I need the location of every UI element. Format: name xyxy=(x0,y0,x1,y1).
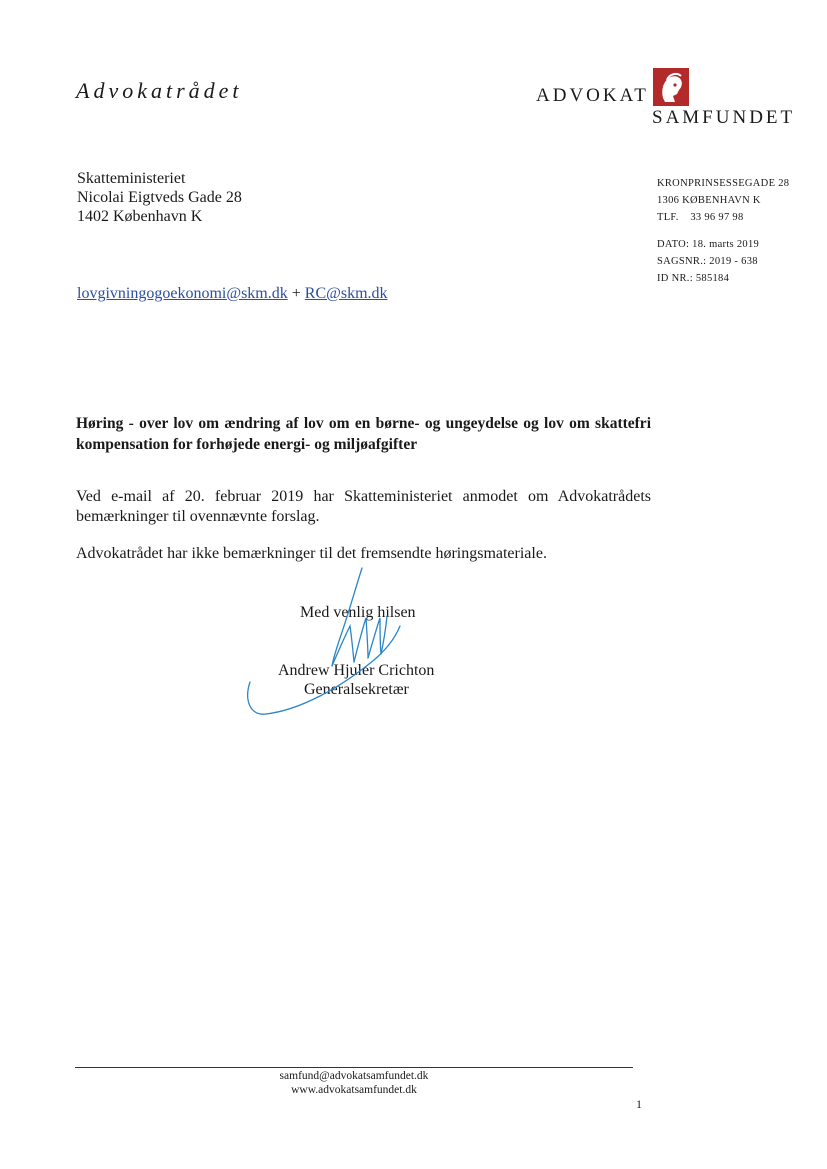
secondary-email-link[interactable]: RC@skm.dk xyxy=(304,285,388,302)
signer-title: Generalsekretær xyxy=(304,681,409,698)
letter-metadata xyxy=(657,236,759,287)
logo-text-line1: ADVOKAT xyxy=(536,85,649,106)
letter-subject: Høring - over lov om ændring af lov om en børne- og ungeydelse og lov om skattefri kompensation for forhøjede energi- og miljøafgifter xyxy=(76,415,651,453)
page-number: 1 xyxy=(636,1097,642,1111)
org-name: Advokatrådet xyxy=(76,78,243,103)
footer-divider xyxy=(75,1067,633,1068)
recipient-name: Skatteministeriet xyxy=(77,170,186,187)
sender-street: KRONPRINSESSEGADE 28 xyxy=(657,178,790,189)
email-separator: + xyxy=(291,285,301,302)
closing-salutation: Med venlig hilsen xyxy=(300,604,416,621)
footer-website: www.advokatsamfundet.dk xyxy=(291,1084,417,1096)
body-paragraph-1: Ved e-mail af 20. februar 2019 har Skatteministeriet anmodet om Advokatrådets bemærkninger til ovennævnte forslag. xyxy=(76,488,651,525)
recipient-emails xyxy=(77,285,388,303)
handwritten-signature xyxy=(240,560,470,725)
body-paragraph-2: Advokatrådet har ikke bemærkninger til det fremsendte høringsmateriale. xyxy=(76,545,547,562)
recipient-street: Nicolai Eigtveds Gade 28 xyxy=(77,189,242,206)
helmeted-head-emblem-icon xyxy=(653,68,689,106)
id-number: ID NR.: 585184 xyxy=(657,273,730,284)
recipient-address xyxy=(77,169,242,226)
letter-date: DATO: 18. marts 2019 xyxy=(657,239,760,250)
sender-address xyxy=(657,175,789,226)
case-number: SAGSNR.: 2019 - 638 xyxy=(657,256,758,267)
footer-email: samfund@advokatsamfundet.dk xyxy=(279,1070,429,1082)
logo-text-line2: SAMFUNDET xyxy=(652,107,796,128)
signer-name: Andrew Hjuler Crichton xyxy=(278,662,435,679)
recipient-city: 1402 København K xyxy=(77,208,203,225)
sender-city: 1306 KØBENHAVN K xyxy=(657,195,761,206)
footer xyxy=(75,1069,633,1097)
sender-phone: TLF. 33 96 97 98 xyxy=(657,212,744,223)
primary-email-link[interactable]: lovgivningogoekonomi@skm.dk xyxy=(77,285,288,302)
